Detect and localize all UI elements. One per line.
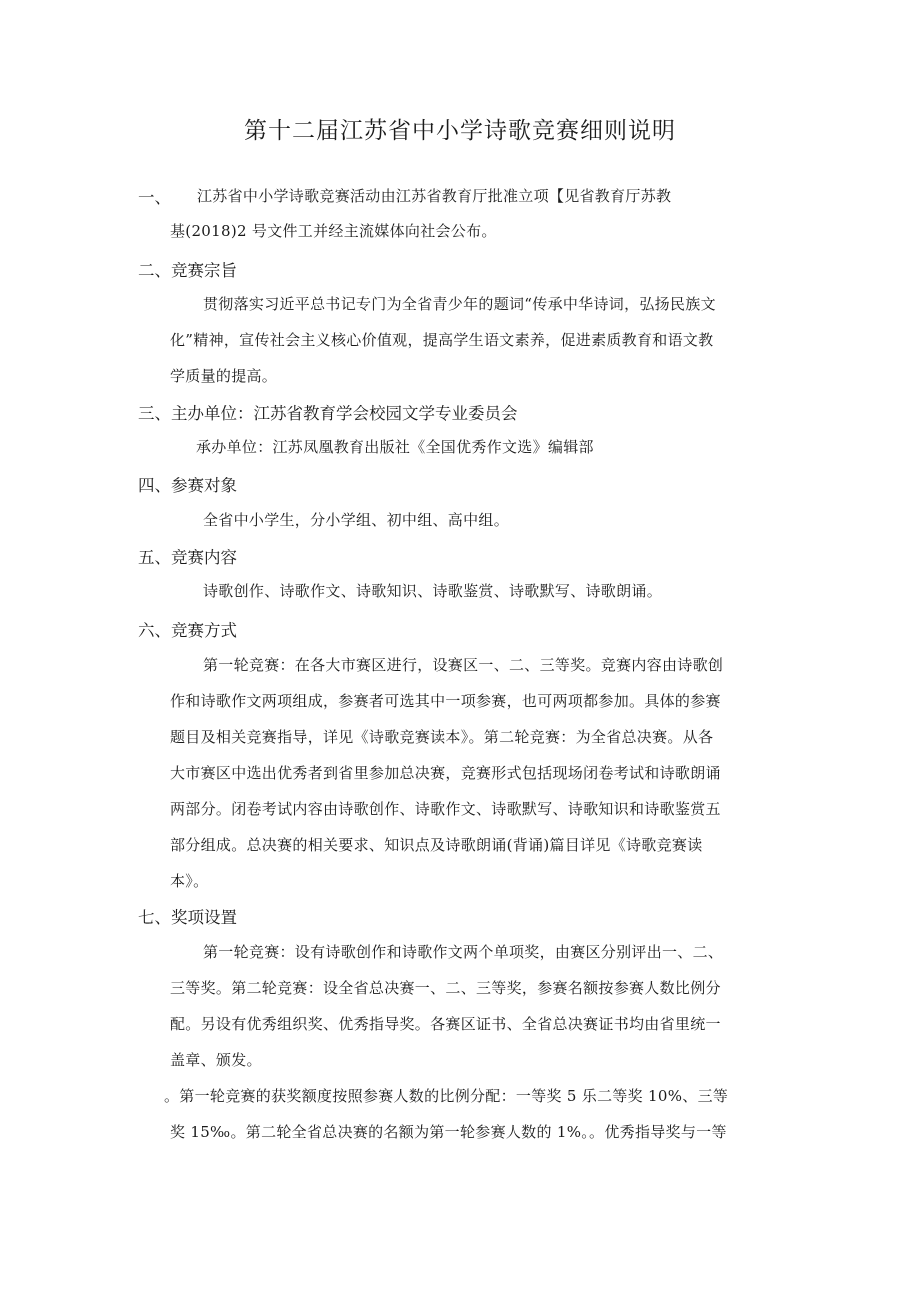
section-6-line-7: 本》。 <box>170 872 209 890</box>
section-1-line-2: 基(2018)2 号文件工并经主流媒体向社会公布。 <box>170 222 497 240</box>
section-2-line-2: 化”精神，宣传社会主义核心价值观，提高学生语文素养，促进素质教育和语文教 <box>170 331 714 349</box>
section-3-heading: 三、主办单位：江苏省教育学会校园文学专业委员会 <box>138 404 518 423</box>
section-4-heading: 四、参赛对象 <box>138 476 237 495</box>
section-6-line-5: 两部分。闭卷考试内容由诗歌创作、诗歌作文、诗歌默写、诗歌知识和诗歌鉴赏五 <box>170 800 721 818</box>
section-6-line-2: 作和诗歌作文两项组成，参赛者可选其中一项参赛，也可两项都参加。具体的参赛 <box>170 692 721 710</box>
section-7-line-6: 奖 15‰。第二轮全省总决赛的名额为第一轮参赛人数的 1%。。优秀指导奖与一等 <box>170 1123 727 1141</box>
document-title: 第十二届江苏省中小学诗歌竞赛细则说明 <box>244 118 676 144</box>
section-6-line-3: 题目及相关竞赛指导，详见《诗歌竞赛读本》。第二轮竞赛：为全省总决赛。从各 <box>170 728 714 746</box>
section-2-line-1: 贯彻落实习近平总书记专门为全省青少年的题词“传承中华诗词，弘扬民族文 <box>203 295 716 313</box>
section-5-line-1: 诗歌创作、诗歌作文、诗歌知识、诗歌鉴赏、诗歌默写、诗歌朗诵。 <box>203 582 663 600</box>
section-7-line-3: 配。另设有优秀组织奖、优秀指导奖。各赛区证书、全省总决赛证书均由省里统一 <box>170 1015 721 1033</box>
section-3-line-1: 承办单位：江苏凤凰教育出版社《全国优秀作文选》编辑部 <box>196 438 594 456</box>
section-1-line-1: 江苏省中小学诗歌竞赛活动由江苏省教育厅批准立项【见省教育厅苏教 <box>197 187 672 205</box>
section-2-heading: 二、竞赛宗旨 <box>138 261 237 280</box>
section-7-line-4: 盖章、颁发。 <box>170 1051 262 1069</box>
section-7-heading: 七、奖项设置 <box>138 908 237 927</box>
section-1-number: 一、 <box>138 188 171 207</box>
section-4-line-1: 全省中小学生，分小学组、初中组、高中组。 <box>203 511 510 529</box>
section-6-line-1: 第一轮竞赛：在各大市赛区进行，设赛区一、二、三等奖。竞赛内容由诗歌创 <box>203 656 724 674</box>
section-6-line-6: 部分组成。总决赛的相关要求、知识点及诗歌朗诵(背诵)篇目详见《诗歌竞赛读 <box>170 836 703 854</box>
section-7-line-2: 三等奖。第二轮竞赛：设全省总决赛一、二、三等奖，参赛名额按参赛人数比例分 <box>170 979 721 997</box>
section-2-line-3: 学质量的提高。 <box>170 367 278 385</box>
section-7-line-1: 第一轮竞赛：设有诗歌创作和诗歌作文两个单项奖，由赛区分别评出一、二、 <box>203 943 724 961</box>
section-5-heading: 五、竞赛内容 <box>138 548 237 567</box>
section-7-line-5: 。第一轮竞赛的获奖额度按照参赛人数的比例分配：一等奖 5 乐二等奖 10%、三等 <box>164 1087 729 1105</box>
section-6-heading: 六、竞赛方式 <box>138 621 237 640</box>
section-6-line-4: 大市赛区中选出优秀者到省里参加总决赛，竞赛形式包括现场闭卷考试和诗歌朗诵 <box>170 764 721 782</box>
